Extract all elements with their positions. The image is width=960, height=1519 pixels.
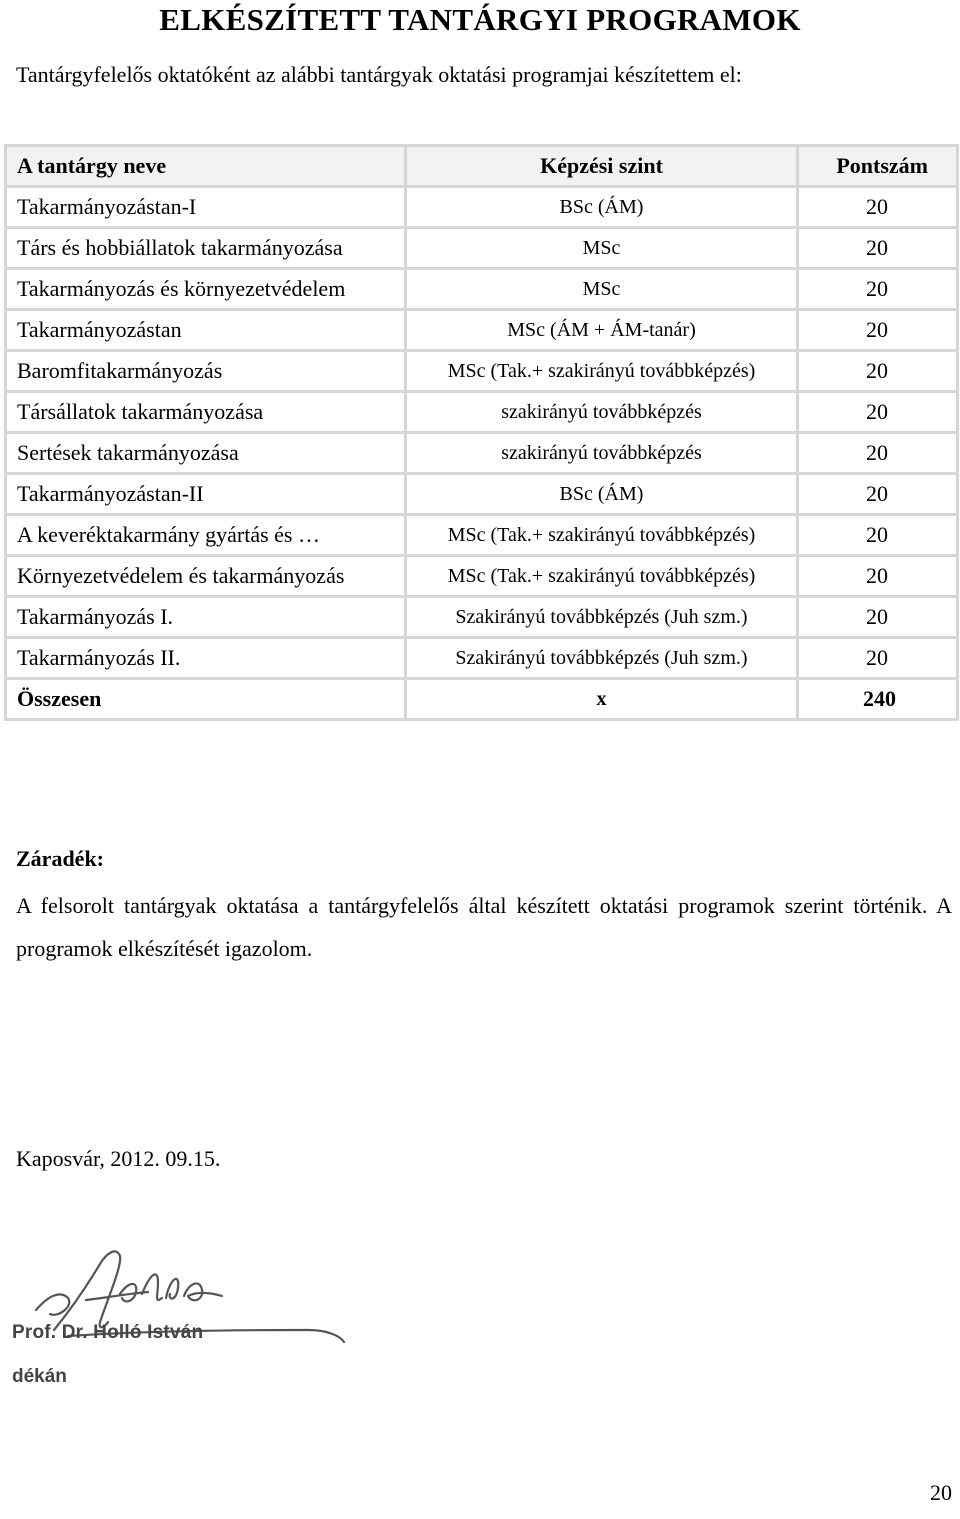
table-row [6,228,958,269]
training-level: szakirányú továbbképzés [406,392,798,433]
course-name: Takarmányozástan-I [6,187,406,228]
course-name: Sertések takarmányozása [6,433,406,474]
training-level: MSc (Tak.+ szakirányú továbbképzés) [406,351,798,392]
course-name: Baromfitakarmányozás [6,351,406,392]
course-name: Társállatok takarmányozása [6,392,406,433]
total-points: 240 [798,679,958,720]
clause-text: A felsorolt tantárgyak oktatása a tantárgyfelelős által készített oktatási programok szerint történik. A programok elkészítését igazolom. [16,893,952,961]
table-row [6,597,958,638]
page-number: 20 [930,1480,952,1505]
signer-title: dékán [12,1366,67,1387]
training-level: Szakirányú továbbképzés (Juh szm.) [406,638,798,679]
points: 20 [798,228,958,269]
points: 20 [798,187,958,228]
training-level: MSc (ÁM + ÁM-tanár) [406,310,798,351]
table-row [6,474,958,515]
course-name: Takarmányozás és környezetvédelem [6,269,406,310]
table-row [6,187,958,228]
course-name: A keveréktakarmány gyártás és … [6,515,406,556]
training-level: MSc (Tak.+ szakirányú továbbképzés) [406,556,798,597]
total-level: x [406,679,798,720]
points: 20 [798,351,958,392]
table-row [6,392,958,433]
total-label: Összesen [6,679,406,720]
table-row [6,351,958,392]
course-name: Környezetvédelem és takarmányozás [6,556,406,597]
table-row [6,515,958,556]
signer-name: Prof. Dr. Holló István [12,1322,204,1343]
course-name: Takarmányozás I. [6,597,406,638]
table-row [6,556,958,597]
header-points: Pontszám [798,146,958,187]
course-name: Társ és hobbiállatok takarmányozása [6,228,406,269]
course-name: Takarmányozástan-II [6,474,406,515]
course-name: Takarmányozás II. [6,638,406,679]
training-level: BSc (ÁM) [406,187,798,228]
table-row [6,269,958,310]
table-header-row [6,146,958,187]
points: 20 [798,433,958,474]
training-level: Szakirányú továbbképzés (Juh szm.) [406,597,798,638]
points: 20 [798,310,958,351]
header-course-name: A tantárgy neve [6,146,406,187]
header-training-level: Képzési szint [406,146,798,187]
training-level: BSc (ÁM) [406,474,798,515]
intro-text: Tantárgyfelelős oktatóként az alábbi tantárgyak oktatási programjai készítettem el: [16,62,742,87]
table-row [6,638,958,679]
course-table [4,144,959,721]
clause-heading: Záradék: [16,846,104,871]
training-level: szakirányú továbbképzés [406,433,798,474]
place-date: Kaposvár, 2012. 09.15. [16,1146,221,1171]
training-level: MSc (Tak.+ szakirányú továbbképzés) [406,515,798,556]
points: 20 [798,474,958,515]
training-level: MSc [406,228,798,269]
points: 20 [798,515,958,556]
table-row [6,433,958,474]
page-title: ELKÉSZÍTETT TANTÁRGYI PROGRAMOK [159,2,801,37]
training-level: MSc [406,269,798,310]
points: 20 [798,392,958,433]
points: 20 [798,556,958,597]
table-total-row [6,679,958,720]
points: 20 [798,597,958,638]
course-name: Takarmányozástan [6,310,406,351]
table-row [6,310,958,351]
points: 20 [798,269,958,310]
points: 20 [798,638,958,679]
